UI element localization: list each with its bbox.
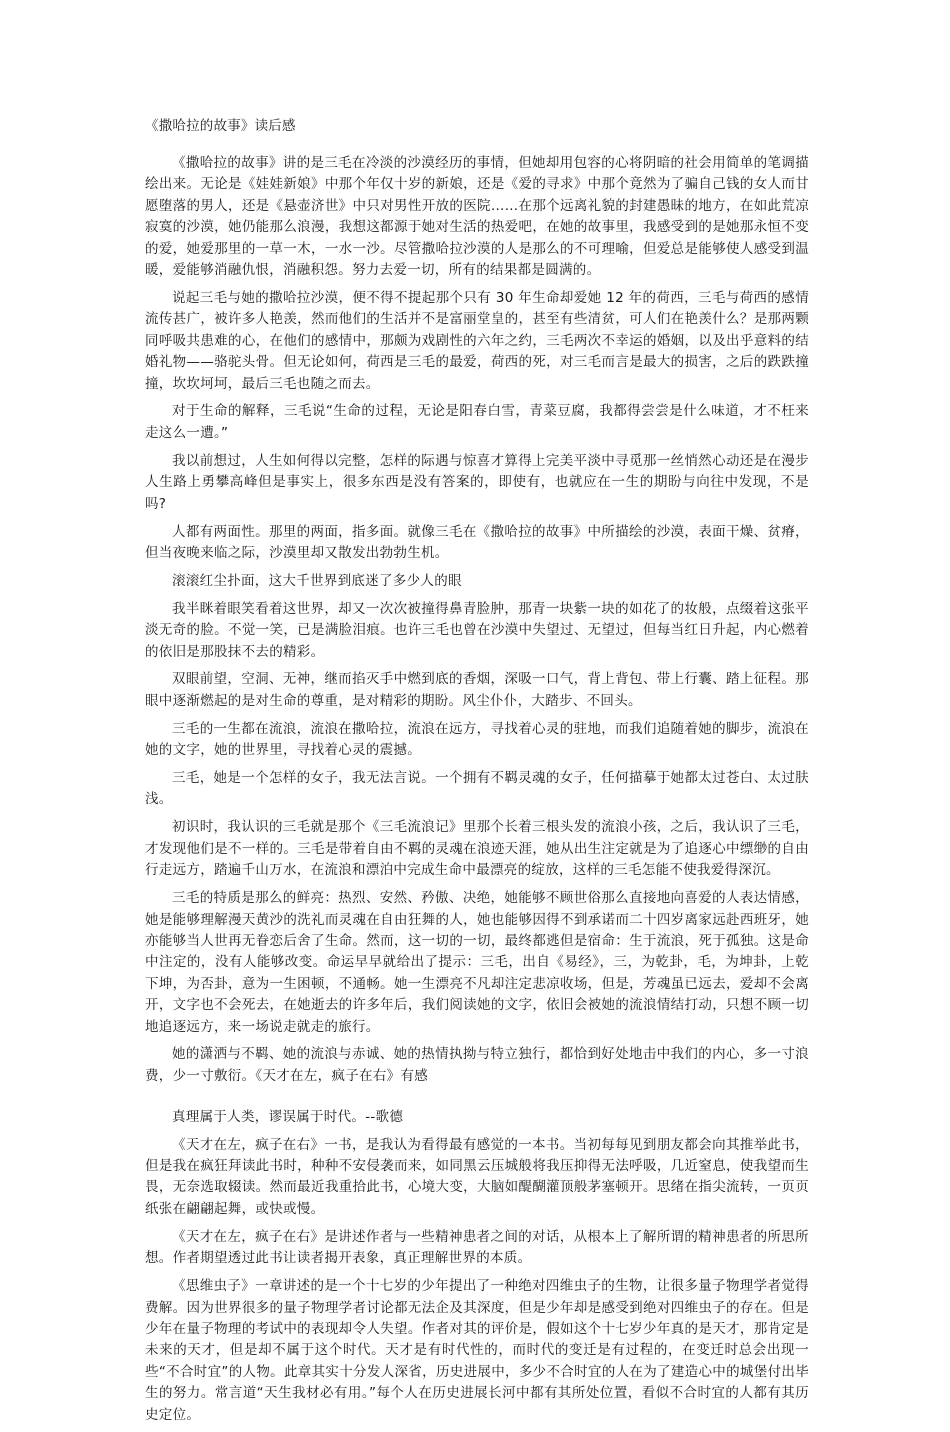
paragraph: 对于生命的解释，三毛说“生命的过程，无论是阳春白雪，青菜豆腐，我都得尝尝是什么味道，才不枉来走这么一遭。” (145, 403, 809, 441)
paragraph: 《天才在左，疯子在右》是讲述作者与一些精神患者之间的对话，从根本上了解所谓的精神患者的所思所想。作者期望透过此书让读者揭开表象，真正理解世界的本质。 (145, 1228, 809, 1267)
paragraph: 三毛的一生都在流浪，流浪在撒哈拉，流浪在远方，寻找着心灵的驻地，而我们追随着她的脚步，流浪在她的文字，她的世界里，寻找着心灵的震撼。 (145, 720, 809, 759)
document-title: 《撒哈拉的故事》读后感 (145, 118, 296, 134)
paragraph: 《撒哈拉的故事》讲的是三毛在冷淡的沙漠经历的事情，但她却用包容的心将阴暗的社会用简单的笔调描绘出来。无论是《娃娃新娘》中那个年仅十岁的新娘，还是《爱的寻求》中那个竟然为了骗自己钱的女人而甘愿堕落的男人，还是《悬壶济世》中只对男性开放的医院……在那个远离礼貌的封建愚昧的地方，在如此荒凉寂寞的沙漠，她仍能那么浪漫，我想这都源于她对生活的热爱吧，在她的故事里，我感受到的是她那永恒不变的爱，她爱那里的一草一木，一水一沙。尽管撒哈拉沙漠的人是那么的不可理喻，但爱总是能够使人感受到温暖，爱能够消融仇恨，消融积怨。努力去爱一切，所有的结果都是圆满的。 (145, 155, 809, 279)
paragraph: 她的潇洒与不羁、她的流浪与赤诚、她的热情执拗与特立独行，都恰到好处地击中我们的内心，多一寸浪费，少一寸敷衍。《天才在左，疯子在右》有感 (145, 1046, 809, 1084)
section-gap (145, 1094, 809, 1107)
paragraph: 我半眯着眼笑看着这世界，却又一次次被撞得鼻青脸肿，那青一块紫一块的如花了的妆般，点缀着这张平淡无奇的脸。不觉一笑，已是满脸泪痕。也许三毛也曾在沙漠中失望过、无望过，但每当红日升起，内心燃着的依旧是那股抹不去的精彩。 (145, 600, 809, 660)
epigraph-quote: 真理属于人类，谬误属于时代。--歌德 (172, 1108, 404, 1125)
paragraph: 三毛的特质是那么的鲜亮：热烈、安然、矜傲、决绝，她能够不顾世俗那么直接地向喜爱的人表达情感，她是能够理解漫天黄沙的洗礼而灵魂在自由狂舞的人，她也能够因得不到承诺而二十四岁离家远赴西班牙，她亦能够当人世再无眷恋后舍了生命。然而，这一切的一切，最终都逃但是宿命：生于流浪，死于孤独。这是命中注定的，没有人能够改变。命运早早就给出了提示：三毛，出自《易经》，三，为乾卦，毛，为坤卦，上乾下坤，为否卦，意为一生困顿，不通畅。她一生漂亮不凡却注定悲凉收场，但是，芳魂虽已远去，爱却不会离开，文字也不会死去，在她逝去的许多年后，我们阅读她的文字，依旧会被她的流浪情结打动，只想不顾一切地追逐远方，来一场说走就走的旅行。 (145, 890, 809, 1035)
paragraph: 滚滚红尘扑面，这大千世界到底迷了多少人的眼 (172, 572, 462, 589)
document-body (145, 153, 809, 1432)
paragraph: 我以前想过，人生如何得以完整，怎样的际遇与惊喜才算得上完美平淡中寻觅那一丝悄然心动还是在漫步人生路上勇攀高峰但是事实上，很多东西是没有答案的，即使有，也就应在一生的期盼与向往中发现，不是吗? (145, 452, 809, 512)
paragraph: 三毛，她是一个怎样的女子，我无法言说。一个拥有不羁灵魂的女子，任何描摹于她都太过苍白、太过肤浅。 (145, 770, 809, 808)
paragraph: 人都有两面性。那里的两面，指多面。就像三毛在《撒哈拉的故事》中所描绘的沙漠，表面干燥、贫瘠，但当夜晚来临之际，沙漠里却又散发出勃勃生机。 (145, 523, 809, 561)
paragraph: 《天才在左，疯子在右》一书，是我认为看得最有感觉的一本书。当初每每见到朋友都会向其推举此书，但是我在疯狂拜读此书时，种种不安侵袭而来，如同黑云压城般将我压抑得无法呼吸，几近窒息，使我望而生畏，无奈选取辍读。然而最近我重拾此书，心境大变，大脑如醍醐灌顶般茅塞顿开。思绪在指尖流转，一页页纸张在翩翩起舞，或快或慢。 (145, 1136, 809, 1217)
paragraph: 初识时，我认识的三毛就是那个《三毛流浪记》里那个长着三根头发的流浪小孩，之后，我认识了三毛，才发现他们是不一样的。三毛是带着自由不羁的灵魂在浪迹天涯，她从出生注定就是为了追逐心中缥缈的自由行走远方，踏遍千山万水，在流浪和漂泊中完成生命中最漂亮的绽放，这样的三毛怎能不使我爱得深沉。 (145, 819, 809, 879)
paragraph: 说起三毛与她的撒哈拉沙漠，便不得不提起那个只有 30 年生命却爱她 12 年的荷西，三毛与荷西的感情流传甚广，被许多人艳羡，然而他们的生活并不是富丽堂皇的，甚至有些清贫，可人们在艳羡什么？是那两颗同呼吸共患难的心，在他们的感情中，那颇为戏剧性的六年之约，三毛两次不幸运的婚姻，以及出乎意料的结婚礼物——骆驼头骨。但无论如何，荷西是三毛的最爱，荷西的死，对三毛而言是最大的损害，之后的跌跌撞撞，坎坎坷坷，最后三毛也随之而去。 (145, 289, 809, 392)
paragraph: 《思维虫子》一章讲述的是一个十七岁的少年提出了一种绝对四维虫子的生物，让很多量子物理学者觉得费解。因为世界很多的量子物理学者讨论都无法企及其深度，但是少年却是感受到绝对四维虫子的存在。但是少年在量子物理的考试中的表现却令人失望。作者对其的评价是，假如这个十七岁少年真的是天才，那肯定是未来的天才，但是却不属于这个时代。天才是有时代性的，而时代的变迁是有过程的，在变迁时总会出现一些“不合时宜”的人物。此章其实十分发人深省，历史进展中，多少不合时宜的人在为了建造心中的城堡付出毕生的努力。常言道“天生我材必有用。”每个人在历史进展长河中都有其所处位置，看似不合时宜的人都有其历史定位。 (145, 1278, 809, 1423)
paragraph: 双眼前望，空洞、无神，继而掐灭手中燃到底的香烟，深吸一口气，背上背包、带上行囊、踏上征程。那眼中逐渐燃起的是对生命的尊重，是对精彩的期盼。风尘仆仆，大踏步、不回头。 (145, 671, 809, 709)
